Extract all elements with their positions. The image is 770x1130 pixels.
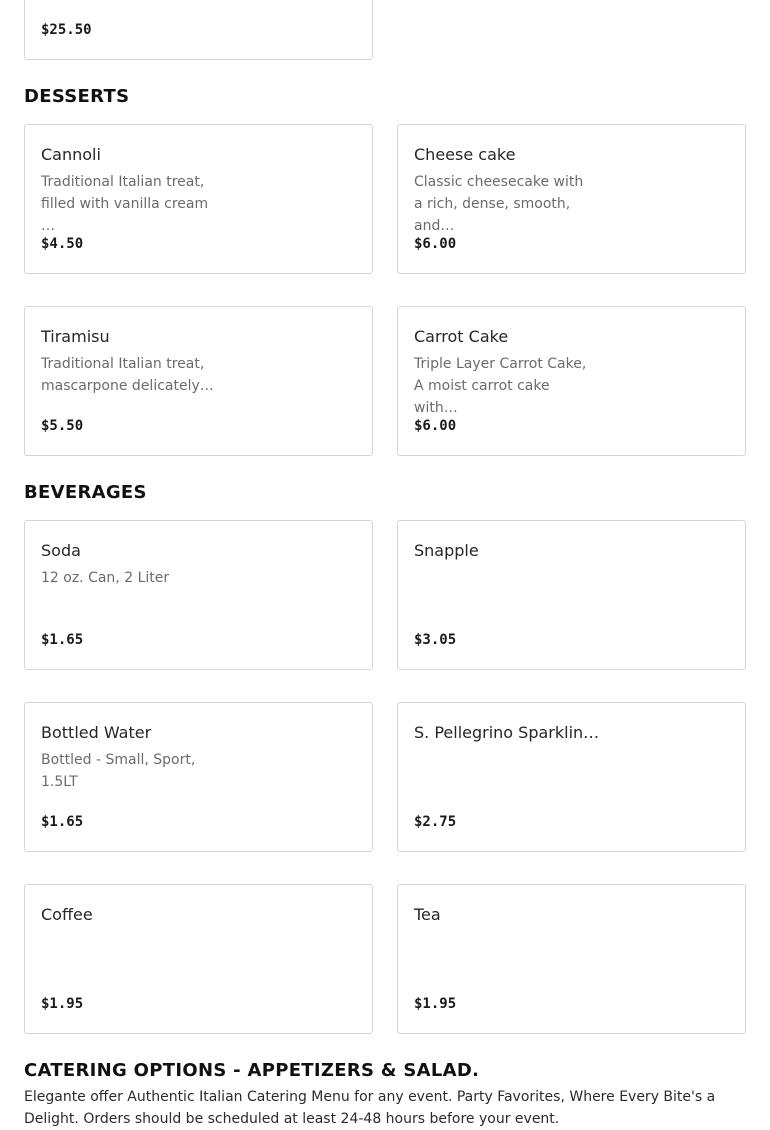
item-description: Traditional Italian treat, mascarpone delicately… [41,356,214,394]
menu-item-bottled-water[interactable] [24,702,373,852]
menu-item-carrot-cake[interactable] [397,306,746,456]
menu-item-soda[interactable] [24,520,373,670]
menu-item-cheese-cake[interactable] [397,124,746,274]
item-description [414,931,594,975]
item-description [414,749,594,793]
item-price: $1.65 [41,814,84,830]
menu-item-card[interactable] [24,0,373,60]
menu-item-cannoli[interactable] [24,124,373,274]
item-price: $4.50 [41,236,84,252]
item-price: $1.65 [41,632,84,648]
section-description: Elegante offer Authentic Italian Catering Menu for any event. Party Favorites, Where Every Bite's a Delight. Orders should be scheduled at least 24-48 hours before your event. [24,1089,716,1127]
item-name: Tiramisu [41,327,110,346]
section-title-beverages: BEVERAGES [24,482,147,503]
item-name: Bottled Water [41,723,152,742]
section-title-desserts: DESSERTS [24,86,130,107]
item-description [414,567,594,611]
item-name: Cheese cake [414,145,516,164]
menu-item-tiramisu[interactable] [24,306,373,456]
menu-item-pellegrino[interactable] [397,702,746,852]
item-description: Classic cheesecake with a rich, dense, smooth, and… [414,174,584,234]
item-price: $6.00 [414,418,457,434]
item-name: Carrot Cake [414,327,509,346]
item-price: $3.05 [414,632,457,648]
menu-item-snapple[interactable] [397,520,746,670]
item-price: $6.00 [414,236,457,252]
item-name: Soda [41,541,81,560]
item-price: $1.95 [414,996,457,1012]
menu-item-tea[interactable] [397,884,746,1034]
item-price: $2.75 [414,814,457,830]
item-description: Traditional Italian treat, filled with vanilla cream … [41,174,209,234]
item-name: Cannoli [41,145,101,164]
item-name: Coffee [41,905,93,924]
section-title-catering: CATERING OPTIONS - APPETIZERS & SALAD. [24,1060,480,1081]
item-name: Snapple [414,541,479,560]
item-description: 12 oz. Can, 2 Liter [41,570,170,586]
menu-item-coffee[interactable] [24,884,373,1034]
item-name: S. Pellegrino Sparklin… [414,723,600,742]
item-name: Tea [414,905,441,924]
item-price: $1.95 [41,996,84,1012]
item-description [41,931,221,975]
item-price: $5.50 [41,418,84,434]
item-description: Triple Layer Carrot Cake, A moist carrot cake with… [414,356,587,416]
item-description: Bottled - Small, Sport, 1.5LT [41,752,196,790]
item-price: $25.50 [41,22,92,38]
